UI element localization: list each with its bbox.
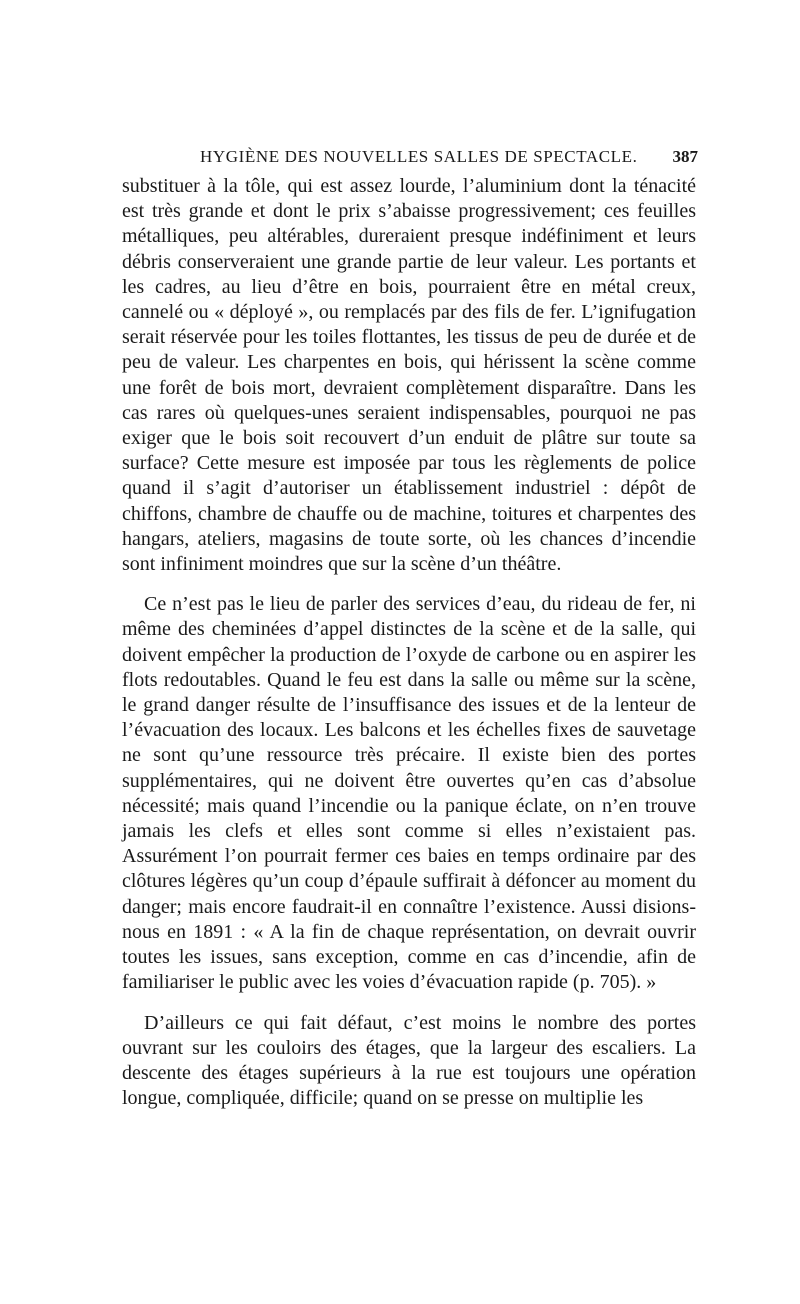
page-header [122, 144, 700, 170]
paragraph: Ce n’est pas le lieu de parler des services d’eau, du rideau de fer, ni même des cheminées d’appel distinctes de la scène et de la salle, qui doivent empêcher la production de l’oxyde de carbone ou en aspirer les flots redoutables. Quand le feu est dans la salle ou même sur la scène, le grand danger résulte de l’insuffisance des issues et de la lenteur de l’évacuation des locaux. Les balcons et les échelles fixes de sauvetage ne sont qu’une ressource très précaire. Il existe bien des portes supplémentaires, qui ne doivent être ouvertes qu’en cas d’absolue nécessité; mais quand l’incendie ou la panique éclate, on n’en trouve jamais les clefs et elles sont comme si elles n’existaient pas. Assurément l’on pourrait fermer ces baies en temps ordinaire par des clôtures légères qu’un coup d’épaule suffirait à défoncer au moment du danger; mais encore faudrait-il en connaître l’existence. Aussi disions-nous en 1891 : « A la fin de chaque représentation, on devrait ouvrir toutes les issues, sans exception, comme en cas d’incendie, afin de familiariser le public avec les voies d’évacuation rapide (p. 705). » [122, 593, 696, 994]
running-title: HYGIÈNE DES NOUVELLES SALLES DE SPECTACLE. [200, 147, 638, 166]
page-number: 387 [672, 147, 698, 166]
body-text [122, 174, 696, 1111]
paragraph: D’ailleurs ce qui fait défaut, c’est moins le nombre des portes ouvrant sur les couloirs des étages, que la largeur des escaliers. La descente des étages supérieurs à la rue est toujours une opération longue, compliquée, difficile; quand on se presse on multiplie les [122, 1011, 696, 1110]
paragraph-continued: substituer à la tôle, qui est assez lourde, l’aluminium dont la ténacité est très grande et dont le prix s’abaisse progressivement; ces feuilles métalliques, peu altérables, dureraient presque indéfiniment et leurs débris conserveraient une grande partie de leur valeur. Les portants et les cadres, au lieu d’être en bois, pourraient être en métal creux, cannelé ou « déployé », ou remplacés par des fils de fer. L’ignifugation serait réservée pour les toiles flottantes, les tissus de peu de durée et de peu de valeur. Les charpentes en bois, qui hérissent la scène comme une forêt de bois mort, devraient complètement disparaître. Dans les cas rares où quelques-unes seraient indispensables, pourquoi ne pas exiger que le bois soit recouvert d’un enduit de plâtre sur toute sa surface? Cette mesure est imposée par tous les règlements de police quand il s’agit d’autoriser un établissement industriel : dépôt de chiffons, chambre de chauffe ou de machine, toitures et charpentes des hangars, ateliers, magasins de toute sorte, où les chances d’incendie sont infiniment moindres que sur la scène d’un théâtre. [122, 175, 696, 576]
